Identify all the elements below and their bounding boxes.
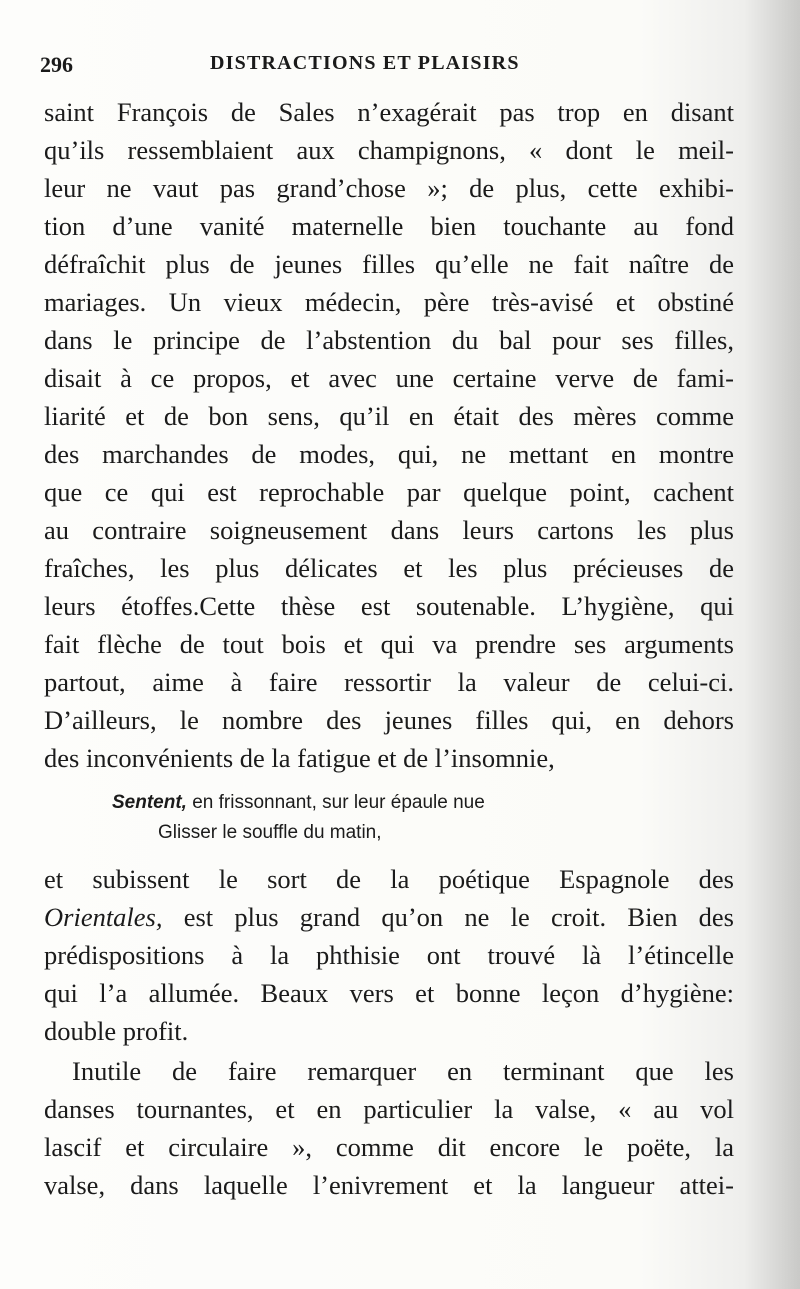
text-line: valse, dans laquelle l’enivrement et la langueur attei- [44,1170,734,1200]
text-line [44,902,734,932]
text-line: qui l’a allumée. Beaux vers et bonne leçon d’hygiène: [44,978,734,1008]
text-line: mariages. Un vieux médecin, père très-avisé et obstiné [44,287,734,317]
text-line-rest: est plus grand qu’on ne le croit. Bien des [162,902,734,932]
text-line: prédispositions à la phthisie ont trouvé là l’étincelle [44,940,734,970]
text-line: danses tournantes, et en particulier la valse, « au vol [44,1094,734,1124]
text-line: tion d’une vanité maternelle bien touchante au fond [44,211,734,241]
text-line: disait à ce propos, et avec une certaine verve de fami- [44,363,734,393]
text-line: liarité et de bon sens, qu’il en était des mères comme [44,401,734,431]
text-line: Inutile de faire remarquer en terminant que les [72,1056,734,1086]
verse-emphasis: Sentent, [112,792,187,813]
text-line: au contraire soigneusement dans leurs cartons les plus [44,515,734,545]
text-line: leurs étoffes.Cette thèse est soutenable. L’hygiène, qui [44,591,734,621]
text-line: double profit. [44,1016,189,1046]
verse-line-1-text: en frissonnant, sur leur épaule nue [186,792,485,813]
text-line: saint François de Sales n’exagérait pas trop en disant [44,97,734,127]
italic-title: Orientales, [44,902,163,932]
verse-line-2: Glisser le souffle du matin, [158,822,382,843]
text-line: leur ne vaut pas grand’chose »; de plus, cette exhibi- [44,173,734,203]
text-line: fraîches, les plus délicates et les plus précieuses de [44,553,734,583]
running-title: DISTRACTIONS ET PLAISIRS [210,52,520,74]
text-line: fait flèche de tout bois et qui va prendre ses arguments [44,629,734,659]
text-line: des marchandes de modes, qui, ne mettant en montre [44,439,734,469]
text-line: des inconvénients de la fatigue et de l’insomnie, [44,743,555,773]
text-line: dans le principe de l’abstention du bal pour ses filles, [44,325,734,355]
text-line: et subissent le sort de la poétique Espagnole des [44,864,734,894]
text-line: qu’ils ressemblaient aux champignons, « dont le meil- [44,135,734,165]
verse-line-1 [112,792,485,814]
page-header [40,52,740,80]
text-line: défraîchit plus de jeunes filles qu’elle ne fait naître de [44,249,734,279]
text-line: partout, aime à faire ressortir la valeur de celui-ci. [44,667,734,697]
text-line: D’ailleurs, le nombre des jeunes filles qui, en dehors [44,705,734,735]
text-line: que ce qui est reprochable par quelque point, cachent [44,477,734,507]
text-line: lascif et circulaire », comme dit encore le poëte, la [44,1132,734,1162]
page-number: 296 [40,52,73,77]
